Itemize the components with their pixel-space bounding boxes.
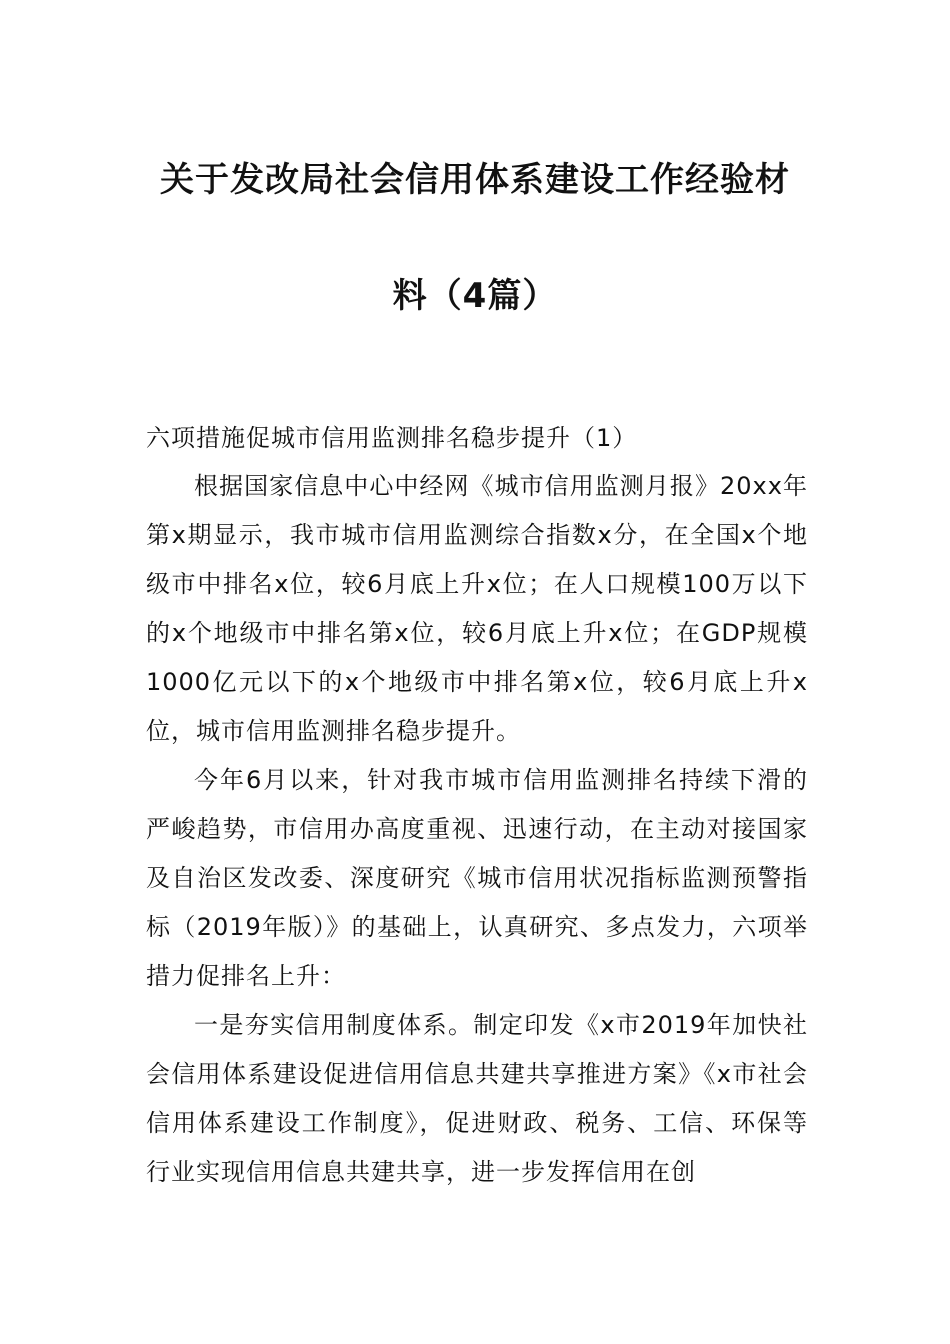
- section-heading: 六项措施促城市信用监测排名稳步提升（1）: [146, 424, 638, 452]
- paragraph-2: 今年6月以来，针对我市城市信用监测排名持续下滑的严峻趋势，市信用办高度重视、迅速行动，在主动对接国家及自治区发改委、深度研究《城市信用状况指标监测预警指标（2019年版）》的基础上，认真研究、多点发力，六项举措力促排名上升：: [146, 766, 808, 990]
- document-title-line-1: 关于发改局社会信用体系建设工作经验材: [160, 160, 790, 200]
- document-body: [146, 414, 808, 1197]
- document-title-line-2: 料（4篇）: [392, 276, 558, 316]
- paragraph-3: 一是夯实信用制度体系。制定印发《x市2019年加快社会信用体系建设促进信用信息共建共享推进方案》《x市社会信用体系建设工作制度》，促进财政、税务、工信、环保等行业实现信用信息共建共享，进一步发挥信用在创: [146, 1011, 808, 1186]
- paragraph-1: 根据国家信息中心中经网《城市信用监测月报》20xx年第x期显示，我市城市信用监测综合指数x分，在全国x个地级市中排名x位，较6月底上升x位；在人口规模100万以下的x个地级市中排名第x位，较6月底上升x位；在GDP规模1000亿元以下的x个地级市中排名第x位，较6月底上升x位，城市信用监测排名稳步提升。: [146, 472, 808, 745]
